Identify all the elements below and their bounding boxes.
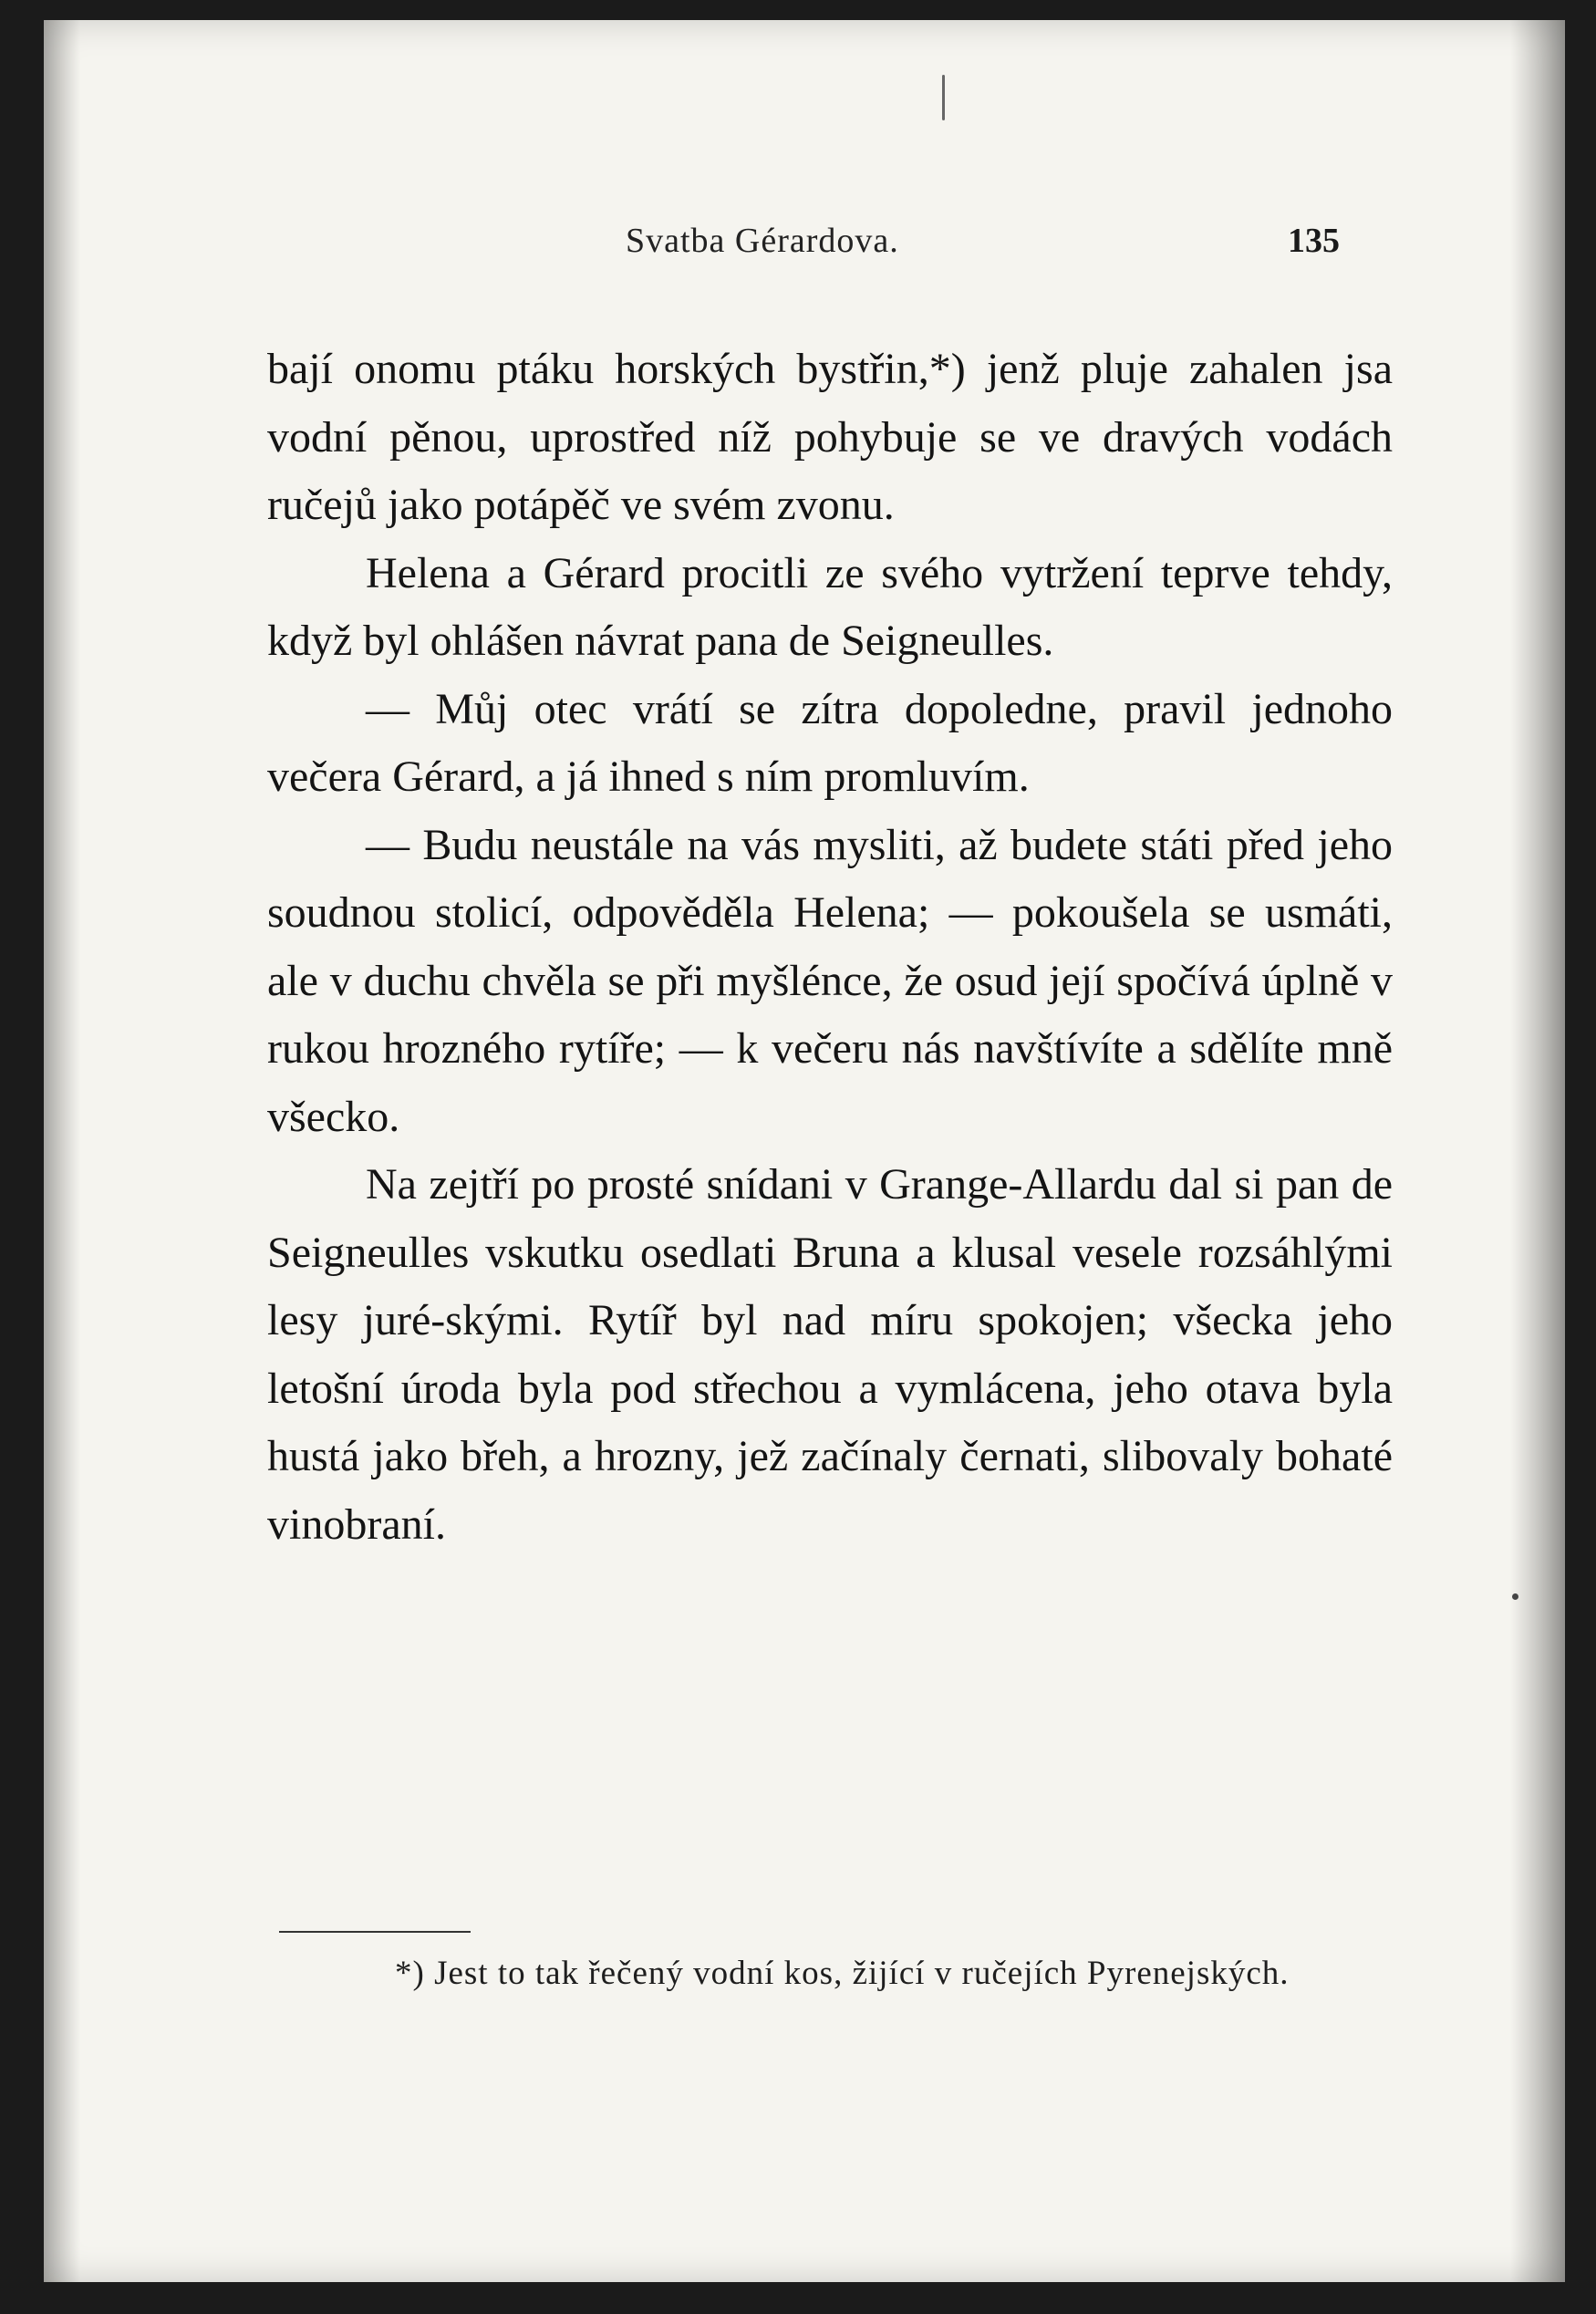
footnote-divider (279, 1931, 471, 1933)
page-number: 135 (1288, 222, 1340, 260)
paragraph: Helena a Gérard procitli ze svého vytržení teprve tehdy, když byl ohlášen návrat pana de Seigneulles. (267, 548, 1393, 665)
page-edge-shadow (1510, 20, 1565, 2282)
paragraph-continued: bají onomu ptáku horských bystřin,*) jenž pluje zahalen jsa vodní pěnou, uprostřed níž pohybuje se ve dravých vodách ručejů jako potápěč ve svém zvonu. (267, 345, 1393, 529)
footnote (267, 1950, 1393, 1998)
paragraph-dialogue: — Můj otec vrátí se zítra dopoledne, pravil jednoho večera Gérard, a já ihned s ním promluvím. (267, 684, 1393, 801)
scan-mark (942, 75, 945, 120)
book-page (44, 20, 1565, 2282)
paragraph-dialogue: — Budu neustále na vás mysliti, až budete státi před jeho soudnou stolicí, odpověděla Helena; — pokoušela se usmáti, ale v duchu chvěla se při myšlénce, že osud její spočívá úplně v rukou hrozného rytíře; — k večeru nás navštívíte a sdělíte mně všecko. (267, 820, 1393, 1141)
gutter-shadow (44, 20, 80, 2282)
scan-speck (1512, 1593, 1518, 1600)
body-text (267, 336, 1393, 1559)
running-title: Svatba Gérardova. (626, 222, 899, 260)
paragraph: Na zejtří po prosté snídani v Grange-Allardu dal si pan de Seigneulles vskutku osedlati Bruna a klusal vesele rozsáhlými lesy juré-skými. Rytíř byl nad míru spokojen; všecka jeho letošní úroda byla pod střechou a vymlácena, jeho otava byla hustá jako břeh, a hrozny, jež začínaly černati, slibovaly bohaté vinobraní. (267, 1160, 1393, 1549)
footnote-text: *) Jest to tak řečený vodní kos, žijící v ručejích Pyrenejských. (395, 1955, 1290, 1992)
running-header (44, 221, 1565, 275)
